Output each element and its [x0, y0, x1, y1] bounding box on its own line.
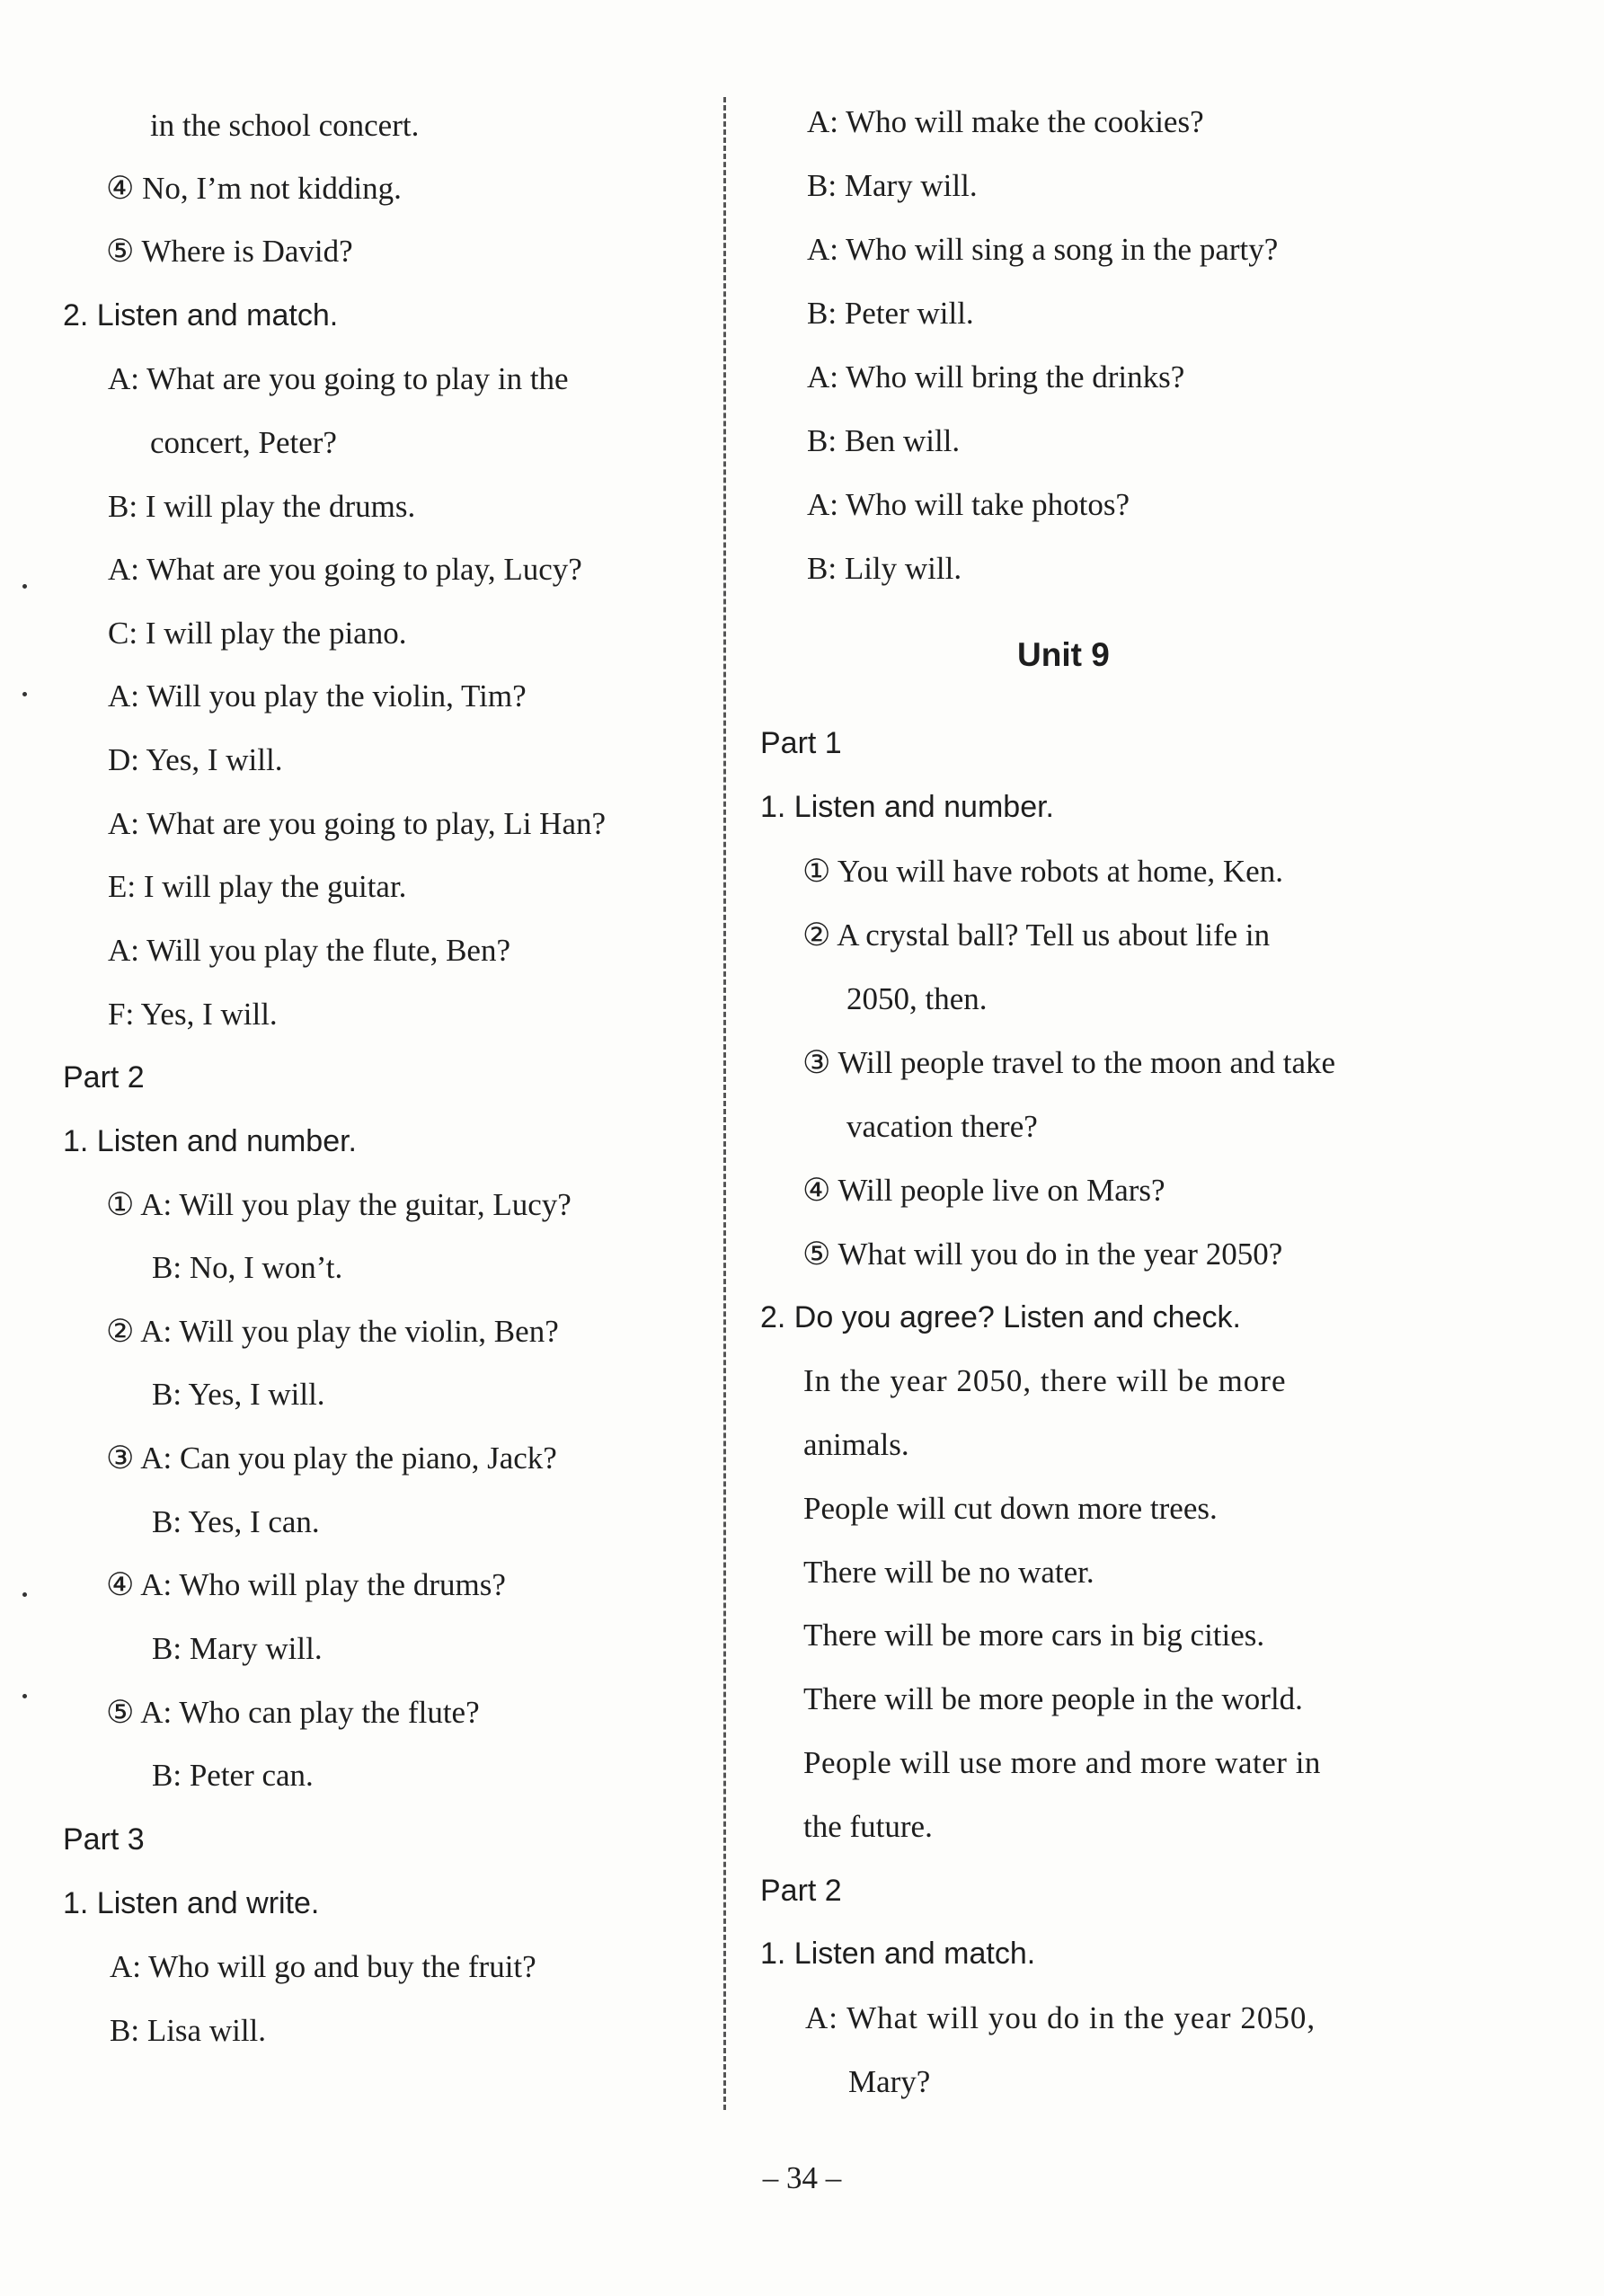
text-line: vacation there? [846, 1109, 1038, 1144]
text-line: in the school concert. [150, 108, 420, 143]
exercise-heading: 1. Listen and number. [63, 1124, 358, 1158]
text-line: the future. [803, 1809, 933, 1844]
exercise-heading: 2. Listen and match. [63, 298, 339, 332]
scan-speck [22, 584, 27, 589]
dialogue-line: A: Who will sing a song in the party? [807, 232, 1279, 267]
dialogue-line: A: Who will bring the drinks? [807, 359, 1185, 394]
dialogue-line: B: Mary will. [152, 1631, 323, 1666]
dialogue-line: A: Who will take photos? [807, 487, 1130, 522]
text-line: There will be more cars in big cities. [803, 1618, 1265, 1653]
text-line: ④ No, I’m not kidding. [106, 171, 402, 206]
scan-speck [22, 1694, 27, 1698]
text-line: ⑤ Where is David? [106, 234, 353, 269]
text-line: ② A crystal ball? Tell us about life in [802, 918, 1271, 953]
dialogue-line: A: What will you do in the year 2050, [805, 2000, 1316, 2035]
dialogue-line: A: Who will make the cookies? [807, 104, 1204, 139]
part-heading: Part 2 [63, 1060, 145, 1095]
dialogue-line: B: Yes, I will. [152, 1377, 325, 1412]
dialogue-line: A: What are you going to play, Lucy? [108, 552, 582, 587]
text-line: There will be more people in the world. [803, 1681, 1303, 1716]
scan-speck [22, 1592, 27, 1597]
exercise-heading: 1. Listen and number. [760, 790, 1055, 824]
dialogue-line: B: Yes, I can. [152, 1504, 320, 1539]
text-line: There will be no water. [803, 1555, 1094, 1590]
exercise-heading: 1. Listen and match. [760, 1937, 1036, 1971]
column-divider [723, 97, 726, 2110]
part-heading: Part 3 [63, 1822, 145, 1857]
dialogue-line: A: What are you going to play, Li Han? [108, 806, 607, 841]
text-line: ⑤ What will you do in the year 2050? [802, 1237, 1283, 1272]
dialogue-line: B: Ben will. [807, 423, 961, 458]
dialogue-line: A: Who will go and buy the fruit? [110, 1949, 536, 1984]
dialogue-line: B: No, I won’t. [152, 1250, 343, 1285]
dialogue-line: ① A: Will you play the guitar, Lucy? [106, 1187, 572, 1222]
dialogue-line: E: I will play the guitar. [108, 869, 407, 904]
dialogue-line: ③ A: Can you play the piano, Jack? [106, 1441, 557, 1476]
text-line: ③ Will people travel to the moon and take [802, 1045, 1336, 1080]
dialogue-line: D: Yes, I will. [108, 742, 283, 777]
dialogue-line: A: What are you going to play in the [108, 361, 569, 396]
text-line: People will cut down more trees. [803, 1491, 1218, 1526]
dialogue-line: ④ A: Who will play the drums? [106, 1567, 506, 1602]
dialogue-line: B: Lisa will. [110, 2013, 267, 2048]
dialogue-line: C: I will play the piano. [108, 616, 407, 651]
dialogue-line: ⑤ A: Who can play the flute? [106, 1695, 480, 1730]
dialogue-line: B: Lily will. [807, 551, 962, 586]
dialogue-line: B: Peter will. [807, 296, 974, 331]
dialogue-line: A: Will you play the violin, Tim? [108, 678, 527, 714]
exercise-heading: 1. Listen and write. [63, 1886, 320, 1920]
page-number: – 34 – [762, 2160, 842, 2195]
unit-title: Unit 9 [1017, 636, 1110, 673]
dialogue-line: F: Yes, I will. [108, 997, 278, 1032]
dialogue-line: Mary? [848, 2064, 931, 2099]
part-heading: Part 1 [760, 726, 842, 760]
dialogue-line: B: Mary will. [807, 168, 978, 203]
text-line: ① You will have robots at home, Ken. [802, 854, 1283, 889]
scan-speck [22, 692, 27, 696]
dialogue-line: A: Will you play the flute, Ben? [108, 933, 510, 968]
dialogue-line: B: Peter can. [152, 1758, 314, 1793]
text-line: 2050, then. [846, 981, 988, 1016]
part-heading: Part 2 [760, 1874, 842, 1908]
dialogue-line: ② A: Will you play the violin, Ben? [106, 1314, 559, 1349]
dialogue-line: concert, Peter? [150, 425, 337, 460]
text-line: animals. [803, 1427, 909, 1462]
text-line: People will use more and more water in [803, 1745, 1321, 1780]
text-line: In the year 2050, there will be more [803, 1363, 1287, 1398]
dialogue-line: B: I will play the drums. [108, 489, 416, 524]
exercise-heading: 2. Do you agree? Listen and check. [760, 1300, 1241, 1334]
text-line: ④ Will people live on Mars? [802, 1173, 1165, 1208]
